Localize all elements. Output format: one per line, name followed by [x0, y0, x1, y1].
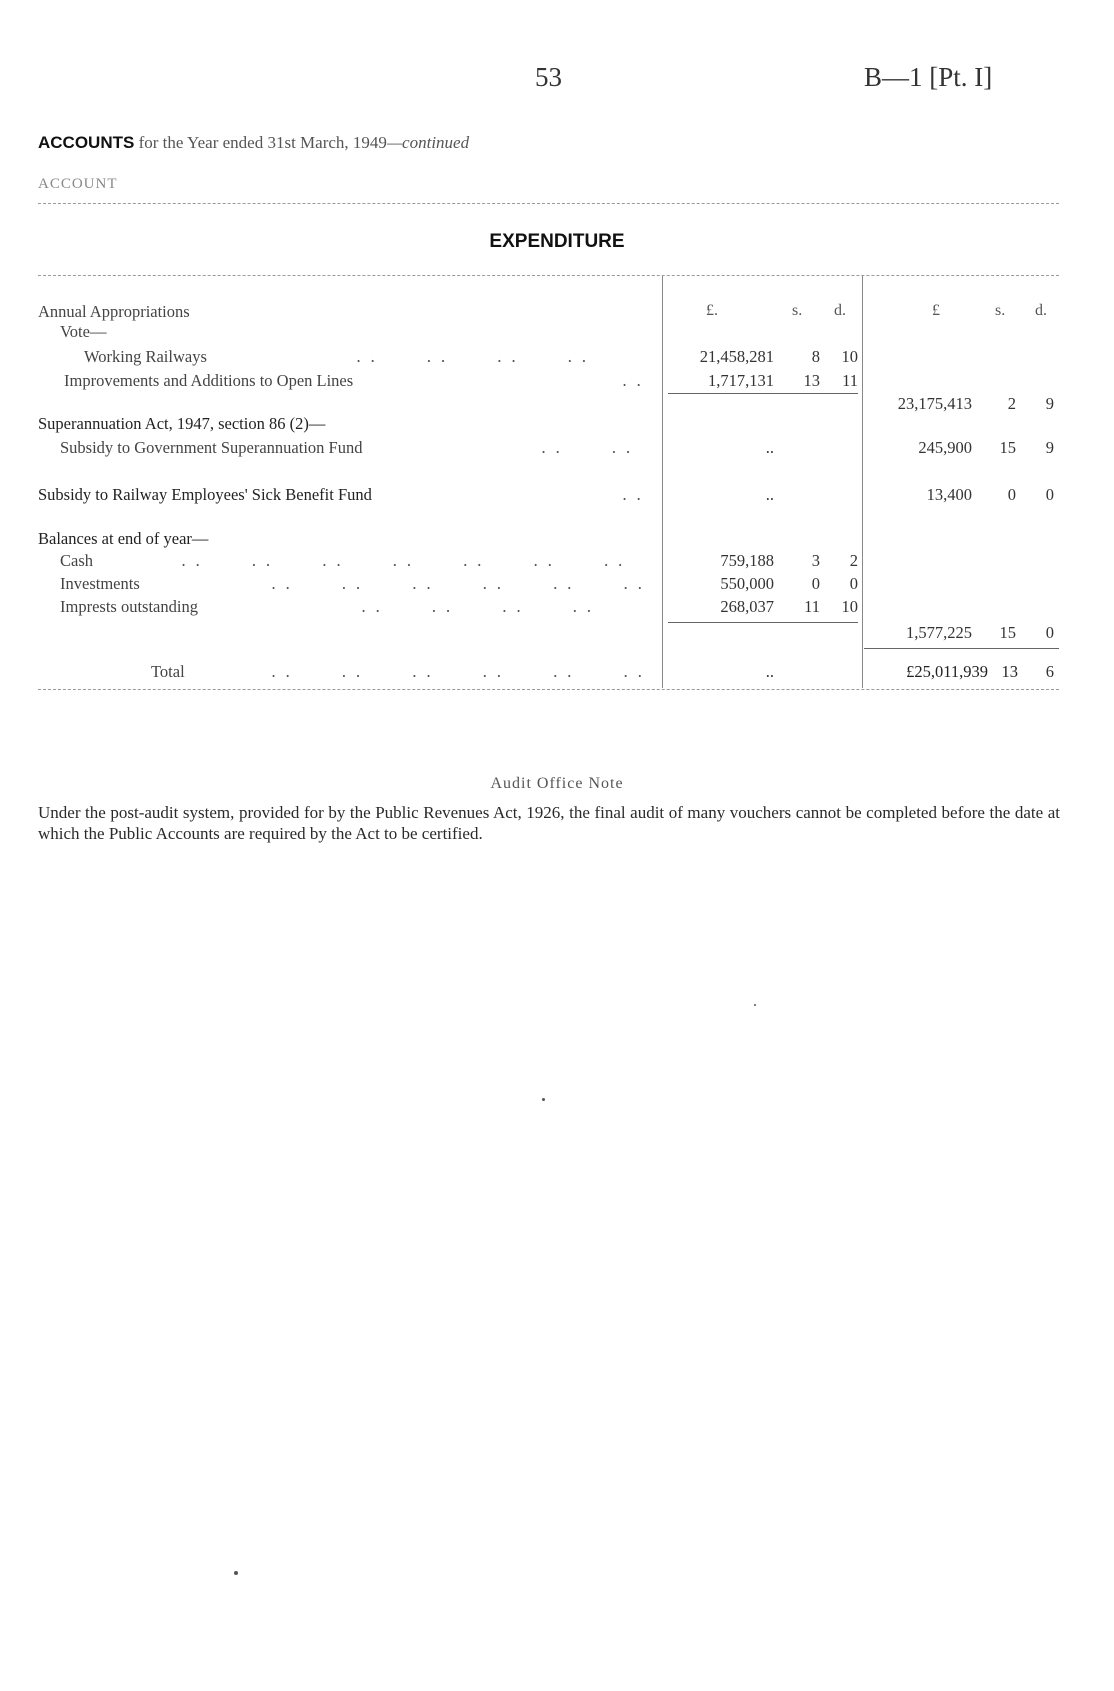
scan-speck [754, 1004, 756, 1006]
grand-total-shillings: 13 [1001, 662, 1018, 681]
working-railways-pence: 10 [841, 347, 858, 366]
row-balances: Balances at end of year— [38, 529, 209, 548]
col1-shillings-header: s. [792, 302, 803, 319]
grand-total-pounds: £25,011,939 [906, 662, 988, 681]
col1-pound-header: £. [706, 302, 718, 319]
header-rule [38, 275, 1059, 276]
imprests-pence: 10 [841, 597, 858, 616]
improvements-pounds: 1,717,131 [708, 371, 774, 390]
subsidy-sick-col1: .. [765, 485, 774, 504]
investments-shillings: 0 [811, 574, 820, 593]
document-reference: B—1 [Pt. I] [864, 62, 993, 92]
leader-dots: .. .. .. .. [361, 597, 601, 616]
balances-total-pence: 0 [1045, 623, 1054, 642]
subsidy-sick-shillings: 0 [1007, 485, 1016, 504]
col2-shillings-header: s. [995, 302, 1006, 319]
scan-speck [542, 1098, 545, 1101]
row-vote: Vote— [60, 322, 107, 341]
leader-dots: .. [622, 371, 651, 390]
cash-shillings: 3 [811, 551, 820, 570]
audit-note-body: Under the post-audit system, provided for by the Public Revenues Act, 1926, the final audit of many vouchers cannot be completed before the date at which the Public Accounts are required by the Act to be certified. [38, 803, 1060, 843]
total-col1: .. [765, 662, 774, 681]
section-title: EXPENDITURE [489, 231, 625, 252]
imprests-pounds: 268,037 [720, 597, 774, 616]
vote-total-pounds: 23,175,413 [897, 394, 972, 413]
leader-dots: .. .. .. .. [356, 347, 596, 366]
investments-pence: 0 [849, 574, 858, 593]
page-heading [38, 133, 469, 153]
row-improvements: Improvements and Additions to Open Lines [64, 371, 354, 390]
heading-period: for the Year ended 31st March, 1949 [134, 133, 387, 152]
subsidy-government-shillings: 15 [999, 438, 1016, 457]
row-subsidy-sick-benefit: Subsidy to Railway Employees' Sick Benefit Fund [38, 485, 372, 504]
top-rule [38, 203, 1059, 204]
cash-pounds: 759,188 [720, 551, 774, 570]
row-cash: Cash [60, 551, 93, 570]
improvements-shillings: 13 [803, 371, 820, 390]
working-railways-pounds: 21,458,281 [699, 347, 774, 366]
vote-total-shillings: 2 [1007, 394, 1016, 413]
column-divider-2 [862, 276, 863, 688]
cash-pence: 2 [849, 551, 858, 570]
vote-total-pence: 9 [1045, 394, 1054, 413]
leader-dots: .. .. .. .. .. .. [271, 662, 652, 681]
heading-continued: —continued [386, 133, 470, 152]
subsidy-government-pounds: 245,900 [918, 438, 972, 457]
subsidy-sick-pence: 0 [1045, 485, 1054, 504]
row-working-railways: Working Railways [84, 347, 207, 366]
balances-total-shillings: 15 [999, 623, 1016, 642]
scan-speck [234, 1571, 238, 1575]
investments-pounds: 550,000 [720, 574, 774, 593]
account-label: ACCOUNT [38, 176, 118, 192]
col2-pound-header: £ [932, 302, 940, 319]
subtotal-rule [668, 393, 858, 394]
audit-note-title: Audit Office Note [490, 775, 624, 792]
column-divider-1 [662, 276, 663, 688]
imprests-shillings: 11 [804, 597, 820, 616]
improvements-pence: 11 [842, 371, 858, 390]
col2-pence-header: d. [1035, 302, 1047, 319]
leader-dots: .. .. .. .. .. .. .. [181, 551, 632, 570]
grand-total-pence: 6 [1045, 662, 1054, 681]
row-annual-appropriations: Annual Appropriations [38, 302, 190, 321]
row-total: Total [151, 662, 185, 681]
heading-accounts: ACCOUNTS [38, 133, 135, 152]
page-number: 53 [535, 62, 562, 92]
row-imprests: Imprests outstanding [60, 597, 198, 616]
subtotal-rule [668, 622, 858, 623]
leader-dots: .. .. [541, 438, 640, 457]
row-subsidy-government: Subsidy to Government Superannuation Fund [60, 438, 363, 457]
balances-total-pounds: 1,577,225 [906, 623, 972, 642]
leader-dots: .. [622, 485, 651, 504]
row-superannuation: Superannuation Act, 1947, section 86 (2)— [38, 414, 326, 433]
row-investments: Investments [60, 574, 140, 593]
subsidy-sick-pounds: 13,400 [926, 485, 972, 504]
subsidy-government-col1: .. [765, 438, 774, 457]
total-rule [864, 648, 1059, 649]
leader-dots: .. .. .. .. .. .. [271, 574, 652, 593]
working-railways-shillings: 8 [811, 347, 820, 366]
subsidy-government-pence: 9 [1045, 438, 1054, 457]
col1-pence-header: d. [834, 302, 846, 319]
table-bottom-rule [38, 689, 1059, 690]
